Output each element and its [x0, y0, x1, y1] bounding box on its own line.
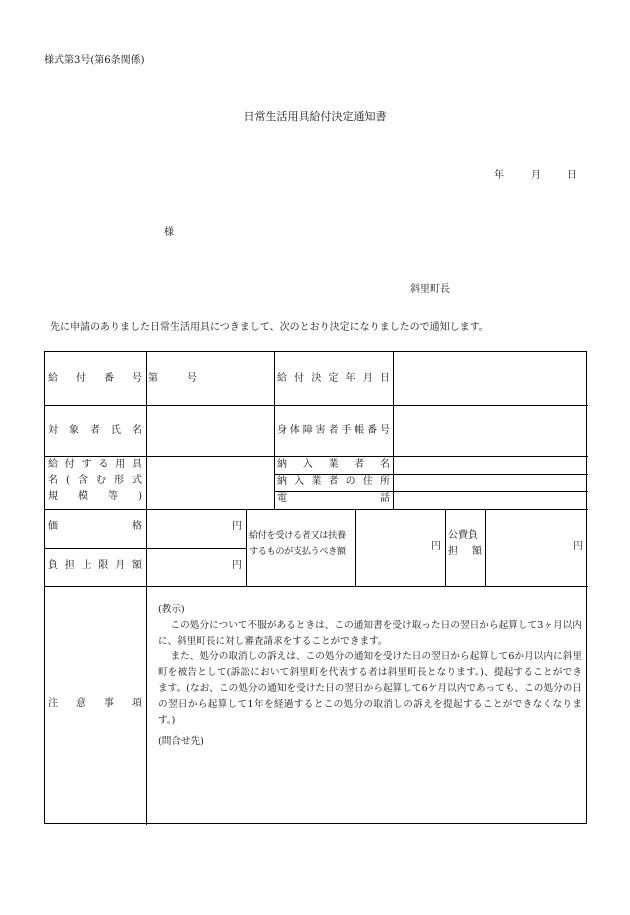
decision-date-label: 給付決定年月日 [277, 373, 390, 384]
disability-handbook-field[interactable] [395, 407, 585, 454]
public-burden-label-line2: 担 額 [448, 546, 482, 557]
notes-paragraph-2: また、処分の取消しの訴えは、この処分の通知を受けた日の翌日から起算して6か月以内に斜里町を被告として(訴訟において斜里町を代表する者は斜里町長となります。)、提起することができます。(なお、この処分の通知を受けた日の翌日から起算して6ケ月以内であっても、この処分の日の翌日から起算して1年を経過するとこの処分の取消しの訴えを提起することができなくなります。) [158, 651, 582, 726]
equipment-label-line3: 規 模 等 ) [48, 491, 142, 502]
notes-body [158, 602, 582, 750]
intro-text: 先に申請のありました日常生活用具につきまして、次のとおり決定になりましたので通知します。 [50, 322, 489, 333]
price-label: 価 格 [48, 521, 142, 532]
payer-amount-label-line1: 給付を受ける者又は扶養 [249, 530, 346, 541]
price-yen-unit: 円 [232, 521, 242, 532]
supplier-phone-label: 電 話 [277, 493, 390, 504]
benefit-number-suffix: 号 [187, 373, 197, 384]
benefit-number-prefix: 第 [148, 373, 158, 384]
date-month-label: 月 [531, 170, 541, 181]
document-title: 日常生活用具給付決定通知書 [243, 110, 387, 123]
equipment-label-line2: 名(含む形式 [48, 475, 142, 486]
public-burden-yen-unit: 円 [573, 541, 583, 552]
recipient-name-field[interactable] [148, 407, 272, 454]
payer-amount-yen-unit: 円 [431, 541, 441, 552]
equipment-field[interactable] [148, 458, 272, 507]
supplier-address-label: 納入業者の住所 [277, 476, 390, 487]
disability-handbook-label: 身体障害者手帳番号 [277, 425, 390, 436]
notes-contact: (問合せ先) [158, 736, 204, 748]
monthly-limit-yen-unit: 円 [232, 560, 242, 571]
monthly-limit-label: 負担上限月額 [48, 560, 142, 571]
decision-date-field[interactable] [395, 354, 585, 403]
issuer-name: 斜里町長 [410, 284, 450, 295]
supplier-name-label: 納 入 業 者 名 [277, 459, 390, 470]
recipient-name-label: 対 象 者 氏 名 [48, 425, 142, 436]
notes-heading: (教示) [158, 604, 185, 615]
addressee-suffix: 様 [164, 227, 174, 238]
payer-amount-label-line2: するものが支払うべき額 [249, 546, 346, 557]
date-year-label: 年 [494, 170, 504, 181]
form-id: 様式第3号(第6条関係) [44, 55, 145, 66]
benefit-number-label: 給 付 番 号 [48, 373, 142, 384]
notes-label: 注 意 事 項 [48, 698, 142, 709]
public-burden-label-line1: 公費負 [448, 530, 478, 541]
equipment-label-line1: 給付する用具 [48, 459, 142, 470]
decision-table [44, 351, 587, 824]
date-day-label: 日 [567, 170, 577, 181]
notes-paragraph-1: この処分について不服があるときは、この通知書を受け取った日の翌日から起算して3ヶ月以内に、斜里町長に対し審査請求をすることができます。 [158, 619, 582, 647]
